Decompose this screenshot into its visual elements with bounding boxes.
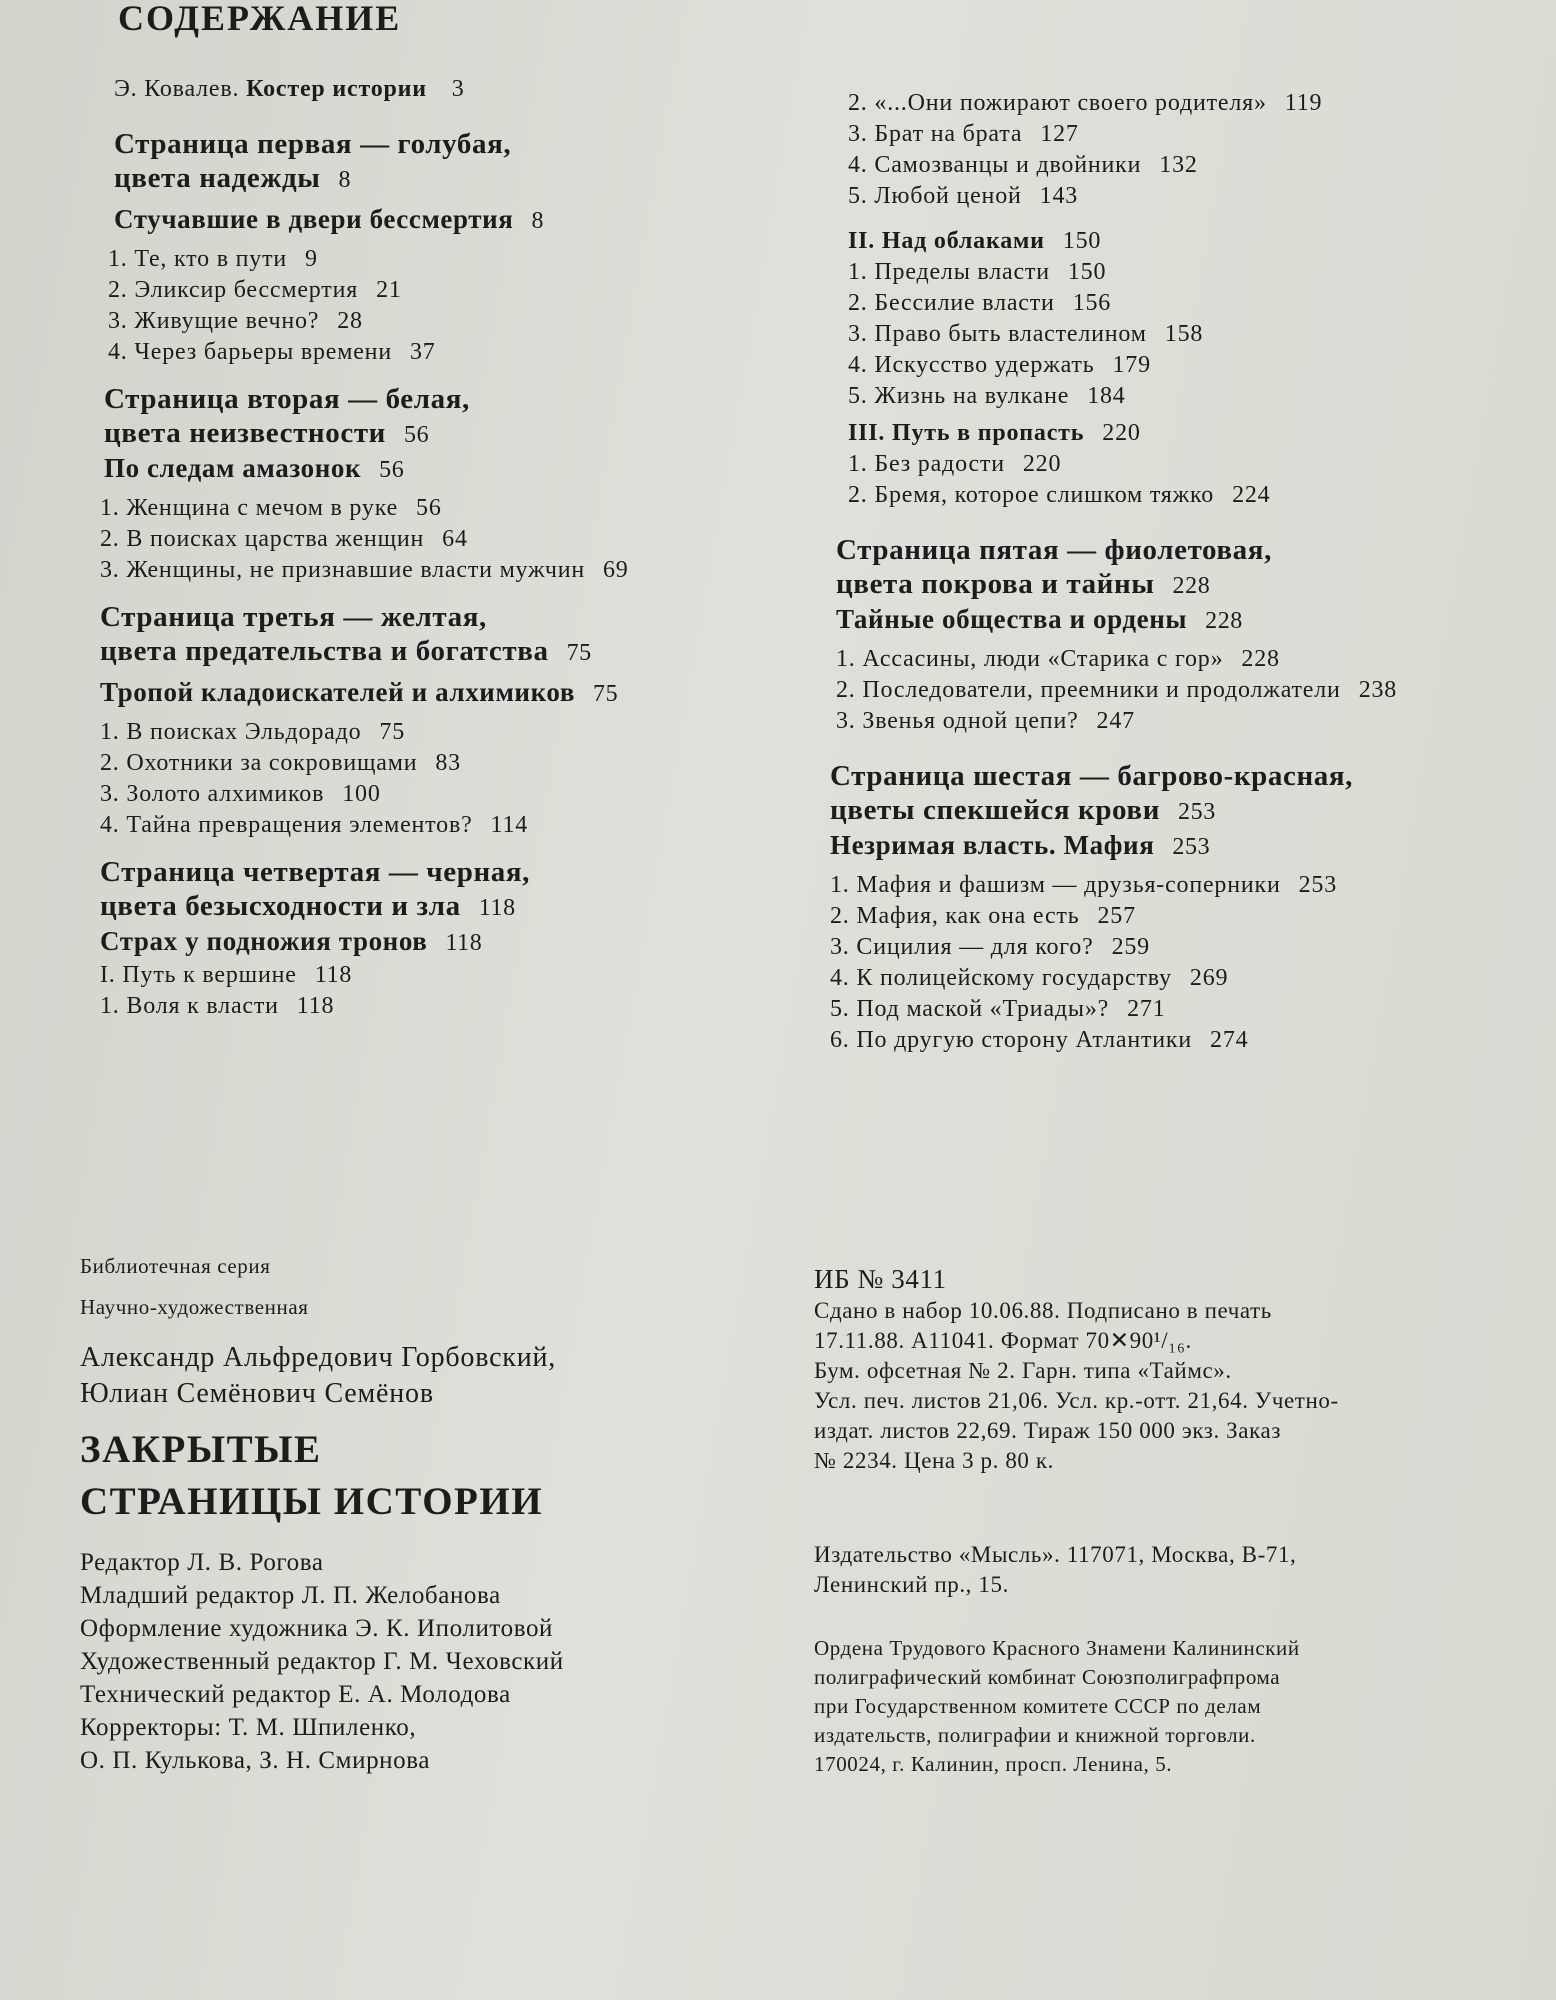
series-label: Библиотечная серия bbox=[80, 1254, 271, 1278]
section-title-line: цвета безысходности и зла 118 bbox=[100, 890, 516, 922]
section-page: 228 bbox=[1172, 573, 1211, 599]
section-subtitle: Тропой кладоискателей и алхимиков 75 bbox=[100, 677, 619, 707]
section-subtitle: Стучавшие в двери бессмертия 8 bbox=[114, 204, 545, 234]
toc-item: 2. Охотники за сокровищами 83 bbox=[100, 750, 461, 776]
section-title-line: цвета надежды 8 bbox=[114, 162, 352, 194]
publication-detail: Бум. офсетная № 2. Гарн. типа «Таймс». bbox=[814, 1358, 1232, 1383]
toc-item: 1. Воля к власти 118 bbox=[100, 993, 335, 1019]
toc-part bbox=[848, 226, 1548, 412]
credit-line: О. П. Кулькова, З. Н. Смирнова bbox=[80, 1747, 431, 1774]
toc-left-column bbox=[100, 74, 800, 1022]
printer-line: Ордена Трудового Красного Знамени Калининский bbox=[814, 1636, 1300, 1660]
toc-item: 3. Право быть властелином 158 bbox=[848, 321, 1204, 347]
toc-item: 4. Искусство удержать 179 bbox=[848, 352, 1151, 378]
section-title-line: Страница шестая — багрово-красная, bbox=[830, 760, 1353, 792]
section-title-line: Страница вторая — белая, bbox=[104, 383, 470, 415]
contents-heading-block bbox=[118, 0, 401, 36]
toc-item: 4. К полицейскому государству 269 bbox=[830, 965, 1229, 991]
printer-line: издательств, полиграфии и книжной торговли. bbox=[814, 1723, 1256, 1747]
toc-item: 3. Золото алхимиков 100 bbox=[100, 781, 381, 807]
printer-line: полиграфический комбинат Союзполиграфпрома bbox=[814, 1665, 1281, 1689]
section-subtitle: Тайные общества и ордены 228 bbox=[836, 604, 1243, 634]
printer-line: при Государственном комитете СССР по делам bbox=[814, 1694, 1262, 1718]
toc-item: 1. Пределы власти 150 bbox=[848, 259, 1107, 285]
toc-item: 1. Женщина с мечом в руке 56 bbox=[100, 495, 442, 521]
contents-heading: СОДЕРЖАНИЕ bbox=[118, 0, 402, 38]
intro-author: Э. Ковалев. bbox=[114, 76, 240, 102]
book-title-line: ЗАКРЫТЫЕ bbox=[80, 1428, 322, 1471]
intro-page: 3 bbox=[451, 76, 465, 102]
genre-label: Научно-художественная bbox=[80, 1295, 309, 1319]
section-title-line: Страница пятая — фиолетовая, bbox=[836, 534, 1272, 566]
toc-item: 3. Женщины, не признавшие власти мужчин 69 bbox=[100, 557, 629, 583]
toc-item: 1. Ассасины, люди «Старика с гор» 228 bbox=[836, 646, 1280, 672]
section-title-line: цветы спекшейся крови 253 bbox=[830, 794, 1216, 826]
section-title-line: Страница третья — желтая, bbox=[100, 601, 487, 633]
subtitle-page: 118 bbox=[445, 930, 483, 956]
section-title-line: Страница четвертая — черная, bbox=[100, 856, 531, 888]
toc-item: 1. В поисках Эльдорадо 75 bbox=[100, 719, 406, 745]
section-title-line: цвета неизвестности 56 bbox=[104, 417, 430, 449]
part-title: II. Над облаками 150 bbox=[848, 228, 1102, 254]
ib-number: ИБ № 3411 bbox=[814, 1264, 947, 1294]
toc-item: 1. Те, кто в пути 9 bbox=[108, 246, 318, 272]
author-line: Александр Альфредович Горбовский, bbox=[80, 1342, 557, 1373]
toc-item: 4. Самозванцы и двойники 132 bbox=[848, 152, 1198, 178]
toc-section bbox=[100, 600, 800, 841]
toc-item: 4. Тайна превращения элементов? 114 bbox=[100, 812, 529, 838]
toc-item: 2. Бремя, которое слишком тяжко 224 bbox=[848, 482, 1271, 508]
publication-detail: № 2234. Цена 3 р. 80 к. bbox=[814, 1448, 1055, 1473]
toc-item: 3. Живущие вечно? 28 bbox=[108, 308, 363, 334]
imprint-right bbox=[814, 1262, 1544, 1779]
publication-detail: Усл. печ. листов 21,06. Усл. кр.-отт. 21,64. Учетно- bbox=[814, 1388, 1339, 1413]
toc-item: 6. По другую сторону Атлантики 274 bbox=[830, 1027, 1249, 1053]
credit-line: Оформление художника Э. К. Иполитовой bbox=[80, 1615, 554, 1642]
toc-item: 3. Сицилия — для кого? 259 bbox=[830, 934, 1150, 960]
publication-detail: издат. листов 22,69. Тираж 150 000 экз. Заказ bbox=[814, 1418, 1282, 1443]
section-subtitle: Страх у подножия тронов 118 bbox=[100, 926, 483, 956]
author-line: Юлиан Семёнович Семёнов bbox=[80, 1378, 434, 1409]
toc-intro bbox=[114, 74, 800, 105]
toc-item: 2. Мафия, как она есть 257 bbox=[830, 903, 1136, 929]
publisher-line: Ленинский пр., 15. bbox=[814, 1572, 1009, 1597]
toc-item: 1. Без радости 220 bbox=[848, 451, 1062, 477]
toc-item: 4. Через барьеры времени 37 bbox=[108, 339, 436, 365]
credit-line: Художественный редактор Г. М. Чеховский bbox=[80, 1648, 564, 1675]
toc-section bbox=[100, 382, 800, 586]
toc-item: 1. Мафия и фашизм — друзья-соперники 253 bbox=[830, 872, 1338, 898]
toc-item: 3. Брат на брата 127 bbox=[848, 121, 1079, 147]
credit-line: Младший редактор Л. П. Желобанова bbox=[80, 1582, 501, 1609]
intro-title: Костер истории bbox=[246, 76, 427, 102]
toc-right-column bbox=[830, 88, 1548, 1056]
subtitle-page: 253 bbox=[1172, 834, 1211, 860]
subtitle-page: 8 bbox=[531, 208, 545, 234]
toc-section bbox=[830, 759, 1548, 1056]
toc-item: 2. Эликсир бессмертия 21 bbox=[108, 277, 402, 303]
toc-item: 2. Бессилие власти 156 bbox=[848, 290, 1112, 316]
publication-detail: Сдано в набор 10.06.88. Подписано в печать bbox=[814, 1298, 1272, 1323]
section-page: 8 bbox=[338, 167, 352, 193]
toc-item: I. Путь к вершине 118 bbox=[100, 962, 353, 988]
toc-continuation bbox=[848, 88, 1548, 212]
section-page: 75 bbox=[566, 640, 592, 666]
toc-section bbox=[100, 127, 800, 368]
section-title-line: цвета предательства и богатства 75 bbox=[100, 635, 592, 667]
toc-item: 2. В поисках царства женщин 64 bbox=[100, 526, 468, 552]
section-subtitle: Незримая власть. Мафия 253 bbox=[830, 830, 1211, 860]
credit-line: Редактор Л. В. Рогова bbox=[80, 1549, 324, 1576]
toc-item: 5. Любой ценой 143 bbox=[848, 183, 1079, 209]
credit-line: Технический редактор Е. А. Молодова bbox=[80, 1681, 511, 1708]
toc-item: 3. Звенья одной цепи? 247 bbox=[836, 708, 1135, 734]
section-page: 118 bbox=[478, 895, 516, 921]
book-title-line: СТРАНИЦЫ ИСТОРИИ bbox=[80, 1480, 544, 1523]
toc-section bbox=[836, 533, 1548, 737]
toc-item: 5. Жизнь на вулкане 184 bbox=[848, 383, 1126, 409]
section-page: 253 bbox=[1178, 799, 1216, 825]
toc-item: 5. Под маской «Триады»? 271 bbox=[830, 996, 1166, 1022]
part-title: III. Путь в пропасть 220 bbox=[848, 420, 1141, 446]
toc-section bbox=[100, 855, 800, 1022]
subtitle-page: 228 bbox=[1205, 608, 1243, 634]
toc-item: 2. «...Они пожирают своего родителя» 119 bbox=[848, 90, 1323, 116]
credit-line: Корректоры: Т. М. Шпиленко, bbox=[80, 1714, 417, 1741]
publication-detail: 17.11.88. А11041. Формат 70✕90¹/₁₆. bbox=[814, 1328, 1192, 1353]
imprint-left bbox=[80, 1252, 800, 1777]
toc-item: 2. Последователи, преемники и продолжатели 238 bbox=[836, 677, 1398, 703]
section-subtitle: По следам амазонок 56 bbox=[104, 453, 405, 483]
toc-part bbox=[848, 418, 1548, 511]
printer-line: 170024, г. Калинин, просп. Ленина, 5. bbox=[814, 1752, 1173, 1776]
publisher-line: Издательство «Мысль». 117071, Москва, В-71, bbox=[814, 1542, 1297, 1567]
section-page: 56 bbox=[403, 422, 430, 448]
section-title-line: цвета покрова и тайны 228 bbox=[836, 568, 1211, 600]
section-title-line: Страница первая — голубая, bbox=[114, 128, 512, 160]
subtitle-page: 56 bbox=[379, 457, 405, 483]
subtitle-page: 75 bbox=[593, 681, 619, 707]
